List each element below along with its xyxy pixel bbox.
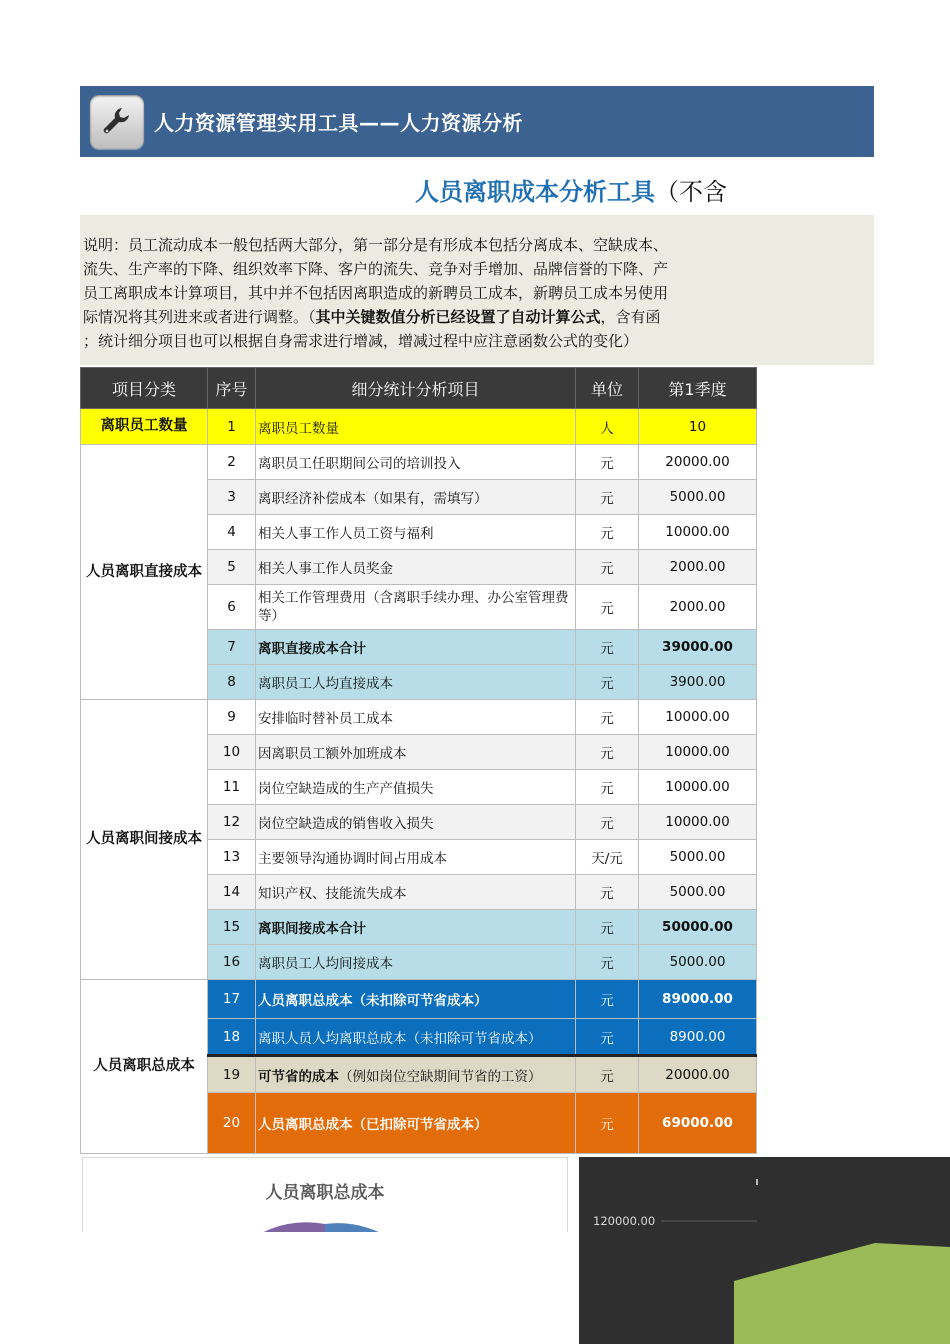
row-index: 10 xyxy=(208,735,256,770)
row-item: 相关工作管理费用（含离职手续办理、办公室管理费等） xyxy=(256,585,576,630)
row-index: 3 xyxy=(208,480,256,515)
row-value: 50000.00 xyxy=(639,910,757,945)
row-index: 8 xyxy=(208,665,256,700)
cost-table xyxy=(80,367,757,1154)
table-row xyxy=(81,445,757,480)
row-item: 离职员工人均间接成本 xyxy=(256,945,576,980)
header-q1: 第1季度 xyxy=(639,368,757,409)
row-index: 19 xyxy=(208,1056,256,1093)
category-total: 人员离职总成本 xyxy=(81,980,208,1154)
row-item: 安排临时替补员工成本 xyxy=(256,700,576,735)
row-unit: 元 xyxy=(576,630,639,665)
row-index: 17 xyxy=(208,980,256,1019)
axis-tick xyxy=(756,1179,758,1185)
row-item-bold: 可节省的成本 xyxy=(258,1068,339,1085)
banner-title: 人力资源管理实用工具——人力资源分析 xyxy=(154,111,523,135)
row-index: 15 xyxy=(208,910,256,945)
row-unit: 元 xyxy=(576,735,639,770)
row-value: 3900.00 xyxy=(639,665,757,700)
area-series xyxy=(734,1243,950,1344)
row-index: 18 xyxy=(208,1019,256,1056)
row-unit: 元 xyxy=(576,770,639,805)
description-box xyxy=(80,215,874,365)
row-item: 人员离职总成本（未扣除可节省成本） xyxy=(256,980,576,1019)
row-value: 39000.00 xyxy=(639,630,757,665)
row-unit: 元 xyxy=(576,700,639,735)
row-unit: 元 xyxy=(576,585,639,630)
row-item: 相关人事工作人员奖金 xyxy=(256,550,576,585)
row-unit: 元 xyxy=(576,515,639,550)
table-row xyxy=(81,700,757,735)
row-item: 离职直接成本合计 xyxy=(256,630,576,665)
row-item: 离职经济补偿成本（如果有，需填写） xyxy=(256,480,576,515)
table-row xyxy=(81,980,757,1019)
row-item: 岗位空缺造成的生产产值损失 xyxy=(256,770,576,805)
page-title-text: 人员离职成本分析工具 xyxy=(415,178,655,206)
row-item: 离职员工任职期间公司的培训投入 xyxy=(256,445,576,480)
row-value[interactable]: 5000.00 xyxy=(639,875,757,910)
row-item: 离职间接成本合计 xyxy=(256,910,576,945)
page-blank xyxy=(0,1232,579,1344)
row-item: 岗位空缺造成的销售收入损失 xyxy=(256,805,576,840)
page-title-suffix: （不含 xyxy=(655,178,727,206)
header-category: 项目分类 xyxy=(81,368,208,409)
row-item: 离职员工人均直接成本 xyxy=(256,665,576,700)
row-item xyxy=(256,1056,576,1093)
row-index: 2 xyxy=(208,445,256,480)
row-item: 知识产权、技能流失成本 xyxy=(256,875,576,910)
description-bold-text: 其中关键数值分析已经设置了自动计算公式 xyxy=(315,308,601,326)
row-unit: 人 xyxy=(576,409,639,445)
description-line: 说明：员工流动成本一般包括两大部分，第一部分是有形成本包括分离成本、空缺成本、 xyxy=(83,236,669,254)
row-unit: 天/元 xyxy=(576,840,639,875)
wrench-icon xyxy=(90,95,144,149)
description-line xyxy=(83,305,759,329)
row-index: 4 xyxy=(208,515,256,550)
header-item: 细分统计分析项目 xyxy=(256,368,576,409)
header-banner xyxy=(80,86,874,157)
row-unit: 元 xyxy=(576,480,639,515)
row-value[interactable]: 5000.00 xyxy=(639,480,757,515)
row-index: 9 xyxy=(208,700,256,735)
description-text: ，含有函 xyxy=(600,308,661,326)
page-title xyxy=(415,172,727,207)
row-item: 人员离职总成本（已扣除可节省成本） xyxy=(256,1093,576,1154)
area-chart xyxy=(579,1157,950,1344)
category-indirect: 人员离职间接成本 xyxy=(81,700,208,980)
row-index: 12 xyxy=(208,805,256,840)
row-value[interactable]: 20000.00 xyxy=(639,1056,757,1093)
y-tick-label: 120000.00 xyxy=(593,1214,656,1228)
row-index: 11 xyxy=(208,770,256,805)
row-value[interactable]: 20000.00 xyxy=(639,445,757,480)
row-unit: 元 xyxy=(576,805,639,840)
row-value: 69000.00 xyxy=(639,1093,757,1154)
category-direct: 人员离职直接成本 xyxy=(81,445,208,700)
row-unit: 元 xyxy=(576,910,639,945)
main-title-area xyxy=(80,160,756,212)
row-index: 6 xyxy=(208,585,256,630)
row-item: 因离职员工额外加班成本 xyxy=(256,735,576,770)
category-count: 离职员工数量 xyxy=(81,409,208,445)
row-item: 离职人员人均离职总成本（未扣除可节省成本） xyxy=(256,1019,576,1056)
row-value[interactable]: 2000.00 xyxy=(639,585,757,630)
row-unit: 元 xyxy=(576,445,639,480)
row-value: 5000.00 xyxy=(639,945,757,980)
row-index: 16 xyxy=(208,945,256,980)
row-item-note: （例如岗位空缺期间节省的工资） xyxy=(339,1068,542,1085)
row-item: 离职员工数量 xyxy=(256,409,576,445)
description-line: 流失、生产率的下降、组织效率下降、客户的流失、竞争对手增加、品牌信誉的下降、产 xyxy=(83,260,669,278)
row-unit: 元 xyxy=(576,875,639,910)
row-index: 20 xyxy=(208,1093,256,1154)
row-value[interactable]: 10000.00 xyxy=(639,700,757,735)
row-value[interactable]: 5000.00 xyxy=(639,840,757,875)
table-row xyxy=(81,409,757,445)
row-unit: 元 xyxy=(576,1093,639,1154)
row-value[interactable]: 10 xyxy=(639,409,757,445)
row-item: 主要领导沟通协调时间占用成本 xyxy=(256,840,576,875)
row-index: 14 xyxy=(208,875,256,910)
header-unit: 单位 xyxy=(576,368,639,409)
row-unit: 元 xyxy=(576,665,639,700)
pie-chart-title: 人员离职总成本 xyxy=(265,1183,385,1203)
row-index: 5 xyxy=(208,550,256,585)
row-index: 7 xyxy=(208,630,256,665)
row-index: 13 xyxy=(208,840,256,875)
row-unit: 元 xyxy=(576,1019,639,1056)
row-index: 1 xyxy=(208,409,256,445)
table-header-row xyxy=(81,368,757,409)
row-unit: 元 xyxy=(576,550,639,585)
row-value[interactable]: 10000.00 xyxy=(639,515,757,550)
row-value[interactable]: 10000.00 xyxy=(639,805,757,840)
row-unit: 元 xyxy=(576,945,639,980)
row-value: 89000.00 xyxy=(639,980,757,1019)
description-line: ；统计细分项目也可以根据自身需求进行增减，增减过程中应注意函数公式的变化） xyxy=(83,332,639,350)
row-unit: 元 xyxy=(576,980,639,1019)
row-value[interactable]: 2000.00 xyxy=(639,550,757,585)
row-value: 8900.00 xyxy=(639,1019,757,1056)
header-index: 序号 xyxy=(208,368,256,409)
row-value[interactable]: 10000.00 xyxy=(639,770,757,805)
row-value[interactable]: 10000.00 xyxy=(639,735,757,770)
description-text: 际情况将其列进来或者进行调整。（ xyxy=(83,308,316,326)
row-unit: 元 xyxy=(576,1056,639,1093)
description-line: 员工离职成本计算项目，其中并不包括因离职造成的新聘员工成本，新聘员工成本另使用 xyxy=(83,284,669,302)
row-item: 相关人事工作人员工资与福利 xyxy=(256,515,576,550)
